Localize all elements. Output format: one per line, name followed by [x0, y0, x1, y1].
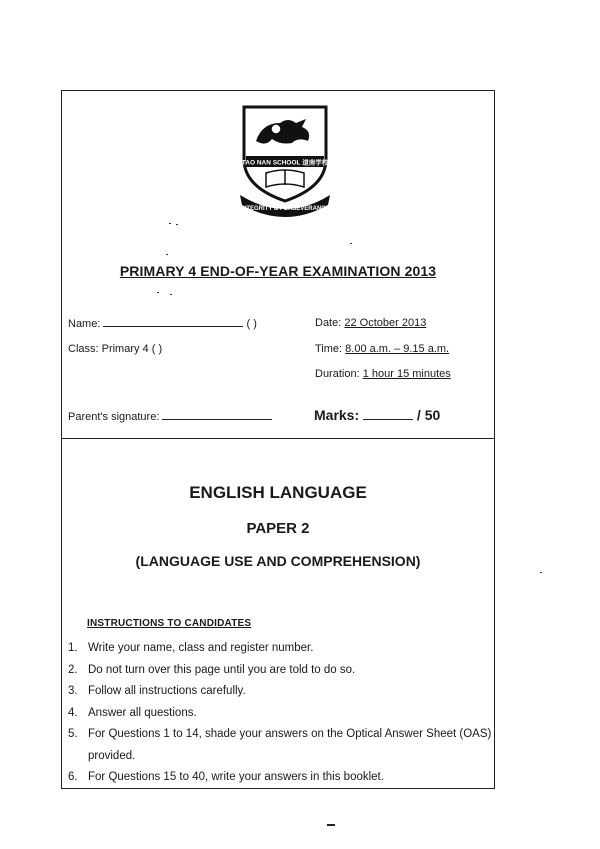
instruction-text: Answer all questions. — [88, 706, 197, 719]
instruction-number: 5. — [68, 728, 78, 740]
marks-blank — [363, 408, 413, 420]
instruction-item — [68, 638, 492, 660]
instruction-item — [68, 681, 492, 703]
instruction-item — [68, 767, 492, 789]
instructions-heading: INSTRUCTIONS TO CANDIDATES — [87, 618, 252, 629]
time-label: Time: — [315, 343, 343, 355]
instruction-number: 6. — [68, 771, 78, 783]
instruction-number: 1. — [68, 642, 78, 654]
duration-label: Duration: — [315, 368, 360, 380]
time-field — [315, 343, 449, 355]
subject-name: ENGLISH LANGUAGE — [189, 483, 367, 502]
exam-cover-sheet — [61, 90, 495, 789]
instruction-text: Write your name, class and register number. — [88, 642, 314, 654]
name-field — [68, 317, 257, 330]
instruction-number: 4. — [68, 706, 78, 719]
class-label: Class: Primary 4 ( ) — [68, 343, 163, 355]
duration-field — [315, 368, 451, 380]
instruction-text: Do not turn over this page until you are told to do so. — [88, 663, 356, 676]
school-crest-logo — [236, 101, 334, 217]
instruction-text: Follow all instructions carefully. — [88, 685, 246, 697]
paper-section: (LANGUAGE USE AND COMPREHENSION) — [135, 553, 421, 569]
section-divider — [62, 438, 494, 439]
date-field — [315, 317, 426, 329]
register-number-paren: ( ) — [246, 318, 257, 330]
marks-total: / 50 — [416, 407, 441, 423]
instruction-item — [68, 660, 492, 682]
duration-value: 1 hour 15 minutes — [362, 368, 451, 380]
instruction-item — [68, 703, 492, 725]
instruction-text: For Questions 15 to 40, write your answers in this booklet. — [88, 771, 384, 783]
date-label: Date: — [315, 317, 342, 329]
name-label: Name: — [68, 318, 101, 330]
svg-text:TAO NAN SCHOOL 道南学校: TAO NAN SCHOOL 道南学校 — [241, 159, 329, 167]
instructions-list — [68, 638, 492, 789]
instruction-number: 2. — [68, 663, 78, 676]
parent-signature-field — [68, 410, 272, 423]
page-mark — [327, 824, 335, 826]
marks-field — [314, 407, 440, 423]
instruction-number: 3. — [68, 685, 78, 697]
name-blank — [103, 317, 243, 327]
crest-motto: INTEGRITY & PERSEVERANCE — [240, 206, 330, 212]
scan-speck — [540, 572, 542, 573]
marks-label: Marks: — [314, 407, 360, 423]
exam-title: PRIMARY 4 END-OF-YEAR EXAMINATION 2013 — [119, 263, 437, 279]
time-value: 8.00 a.m. – 9.15 a.m. — [345, 343, 450, 355]
date-value: 22 October 2013 — [344, 317, 427, 329]
instruction-item — [68, 724, 492, 767]
paper-number: PAPER 2 — [246, 520, 310, 537]
parent-signature-blank — [162, 410, 272, 420]
parent-signature-label: Parent's signature: — [68, 411, 160, 423]
instruction-text: For Questions 1 to 14, shade your answers on the Optical Answer Sheet (OAS) provided. — [88, 728, 492, 762]
